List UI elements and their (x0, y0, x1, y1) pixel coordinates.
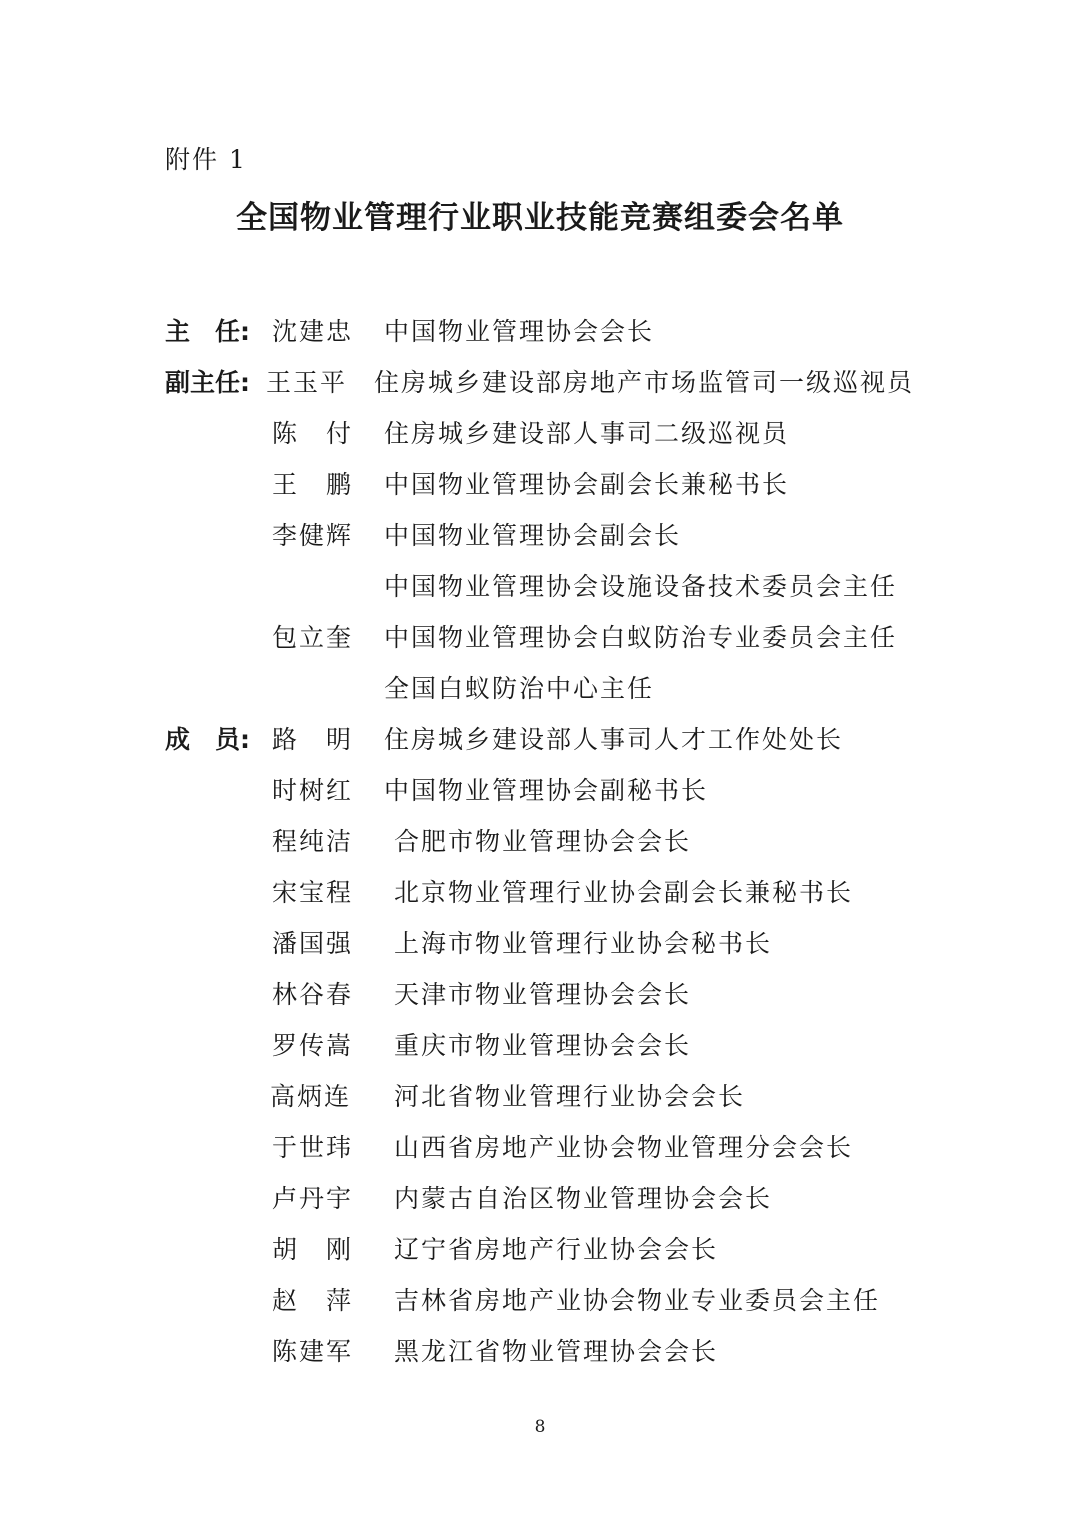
list-item (0, 310, 1080, 354)
member-name: 罗传嵩 (272, 1031, 354, 1060)
list-item (0, 1075, 1080, 1119)
list-item (0, 922, 1080, 966)
member-title: 中国物业管理协会会长 (384, 317, 655, 346)
member-name: 王 鹏 (272, 470, 354, 499)
member-name: 胡 刚 (272, 1235, 354, 1264)
list-item (0, 769, 1080, 813)
member-name: 王玉平 (266, 368, 348, 397)
member-name: 李健辉 (272, 521, 354, 550)
list-item (0, 514, 1080, 558)
member-name: 路 明 (272, 725, 354, 754)
member-name: 包立奎 (272, 623, 354, 652)
member-name: 卢丹宇 (272, 1184, 354, 1213)
member-title: 中国物业管理协会副秘书长 (384, 776, 709, 805)
list-item (0, 871, 1080, 915)
member-title-secondary: 中国物业管理协会设施设备技术委员会主任 (384, 572, 898, 601)
member-title: 中国物业管理协会副会长 (384, 521, 682, 550)
list-item-continuation (0, 667, 1080, 711)
member-title: 天津市物业管理协会会长 (394, 980, 692, 1009)
member-title-secondary: 全国白蚁防治中心主任 (384, 674, 655, 703)
member-name: 林谷春 (272, 980, 354, 1009)
role-label-deputy: 副主任: (165, 368, 250, 397)
document-title: 全国物业管理行业职业技能竞赛组委会名单 (236, 200, 844, 236)
list-item (0, 718, 1080, 762)
list-item (0, 1177, 1080, 1221)
list-item (0, 412, 1080, 456)
role-label-members: 成 员: (165, 725, 250, 754)
member-title: 重庆市物业管理协会会长 (394, 1031, 692, 1060)
list-item (0, 1279, 1080, 1323)
member-title: 吉林省房地产业协会物业专业委员会主任 (394, 1286, 881, 1315)
member-name: 陈 付 (272, 419, 354, 448)
member-title: 北京物业管理行业协会副会长兼秘书长 (394, 878, 854, 907)
list-item (0, 1024, 1080, 1068)
member-title: 内蒙古自治区物业管理协会会长 (394, 1184, 773, 1213)
list-item-continuation (0, 565, 1080, 609)
member-name: 沈建忠 (272, 317, 354, 346)
list-item (0, 463, 1080, 507)
role-label-director: 主 任: (165, 317, 250, 346)
member-title: 辽宁省房地产行业协会会长 (394, 1235, 719, 1264)
member-title: 住房城乡建设部房地产市场监管司一级巡视员 (374, 368, 915, 397)
list-item (0, 616, 1080, 660)
member-title: 中国物业管理协会白蚁防治专业委员会主任 (384, 623, 898, 652)
member-title: 合肥市物业管理协会会长 (394, 827, 692, 856)
list-item (0, 820, 1080, 864)
list-item (0, 1126, 1080, 1170)
page-number: 8 (534, 1417, 546, 1437)
member-name: 高炳连 (270, 1082, 352, 1111)
list-item (0, 973, 1080, 1017)
member-title: 上海市物业管理行业协会秘书长 (394, 929, 773, 958)
member-title: 河北省物业管理行业协会会长 (394, 1082, 746, 1111)
list-item (0, 1228, 1080, 1272)
attachment-label: 附件 1 (165, 145, 247, 174)
list-item (0, 361, 1080, 405)
list-item (0, 1330, 1080, 1374)
member-title: 住房城乡建设部人事司人才工作处处长 (384, 725, 844, 754)
member-name: 程纯洁 (272, 827, 354, 856)
member-name: 赵 萍 (272, 1286, 354, 1315)
member-name: 陈建军 (272, 1337, 354, 1366)
member-name: 于世玮 (272, 1133, 354, 1162)
member-name: 潘国强 (272, 929, 354, 958)
member-title: 中国物业管理协会副会长兼秘书长 (384, 470, 790, 499)
member-title: 住房城乡建设部人事司二级巡视员 (384, 419, 790, 448)
member-name: 宋宝程 (272, 878, 354, 907)
member-title: 黑龙江省物业管理协会会长 (394, 1337, 719, 1366)
member-title: 山西省房地产业协会物业管理分会会长 (394, 1133, 854, 1162)
member-name: 时树红 (272, 776, 354, 805)
